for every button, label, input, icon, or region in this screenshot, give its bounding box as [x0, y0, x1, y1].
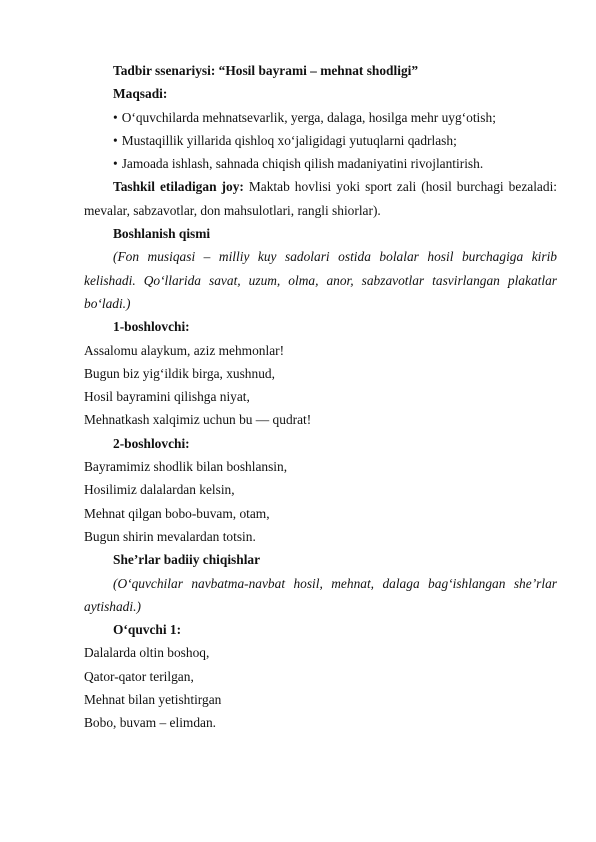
- venue-label: Tashkil etiladigan joy:: [113, 179, 244, 195]
- bullet-icon: •: [113, 132, 118, 148]
- verse-line: Mehnatkash xalqimiz uchun bu — qudrat!: [84, 412, 312, 428]
- venue-text: Maktab hovlisi yoki sport zali (hosil burchagi bezaladi: mevalar, sabzavotlar, don mahsulotlari, rangli shiorlar).: [84, 179, 558, 218]
- verse-line: Bayramimiz shodlik bilan boshlansin,: [84, 459, 288, 475]
- bullet-icon: •: [113, 156, 118, 172]
- poems-stage-note: (O‘quvchilar navbatma-navbat hosil, mehnat, dalaga bag‘ishlangan she’rlar aytishadi.): [84, 575, 557, 614]
- verse-line: Qator-qator terilgan,: [84, 668, 194, 684]
- verse-line: Bugun biz yig‘ildik birga, xushnud,: [84, 365, 275, 381]
- student1-label: O‘quvchi 1:: [113, 622, 182, 638]
- goal-text: O‘quvchilarda mehnatsevarlik, yerga, dalaga, hosilga mehr uyg‘otish;: [121, 109, 496, 125]
- verse-line: Assalomu alaykum, aziz mehmonlar!: [84, 342, 285, 358]
- verse-line: Hosilimiz dalalardan kelsin,: [84, 482, 235, 498]
- start-heading: Boshlanish qismi: [113, 226, 211, 242]
- goals-heading: Maqsadi:: [113, 86, 168, 102]
- host1-label: 1-boshlovchi:: [113, 319, 190, 335]
- goal-text: Jamoada ishlash, sahnada chiqish qilish madaniyatini rivojlantirish.: [121, 156, 484, 172]
- verse-line: Hosil bayramini qilishga niyat,: [84, 389, 250, 405]
- goal-item: [84, 152, 557, 175]
- goal-item: [84, 106, 557, 129]
- goal-text: Mustaqillik yillarida qishloq xo‘jaligidagi yutuqlarni qadrlash;: [121, 132, 457, 148]
- verse-line: Mehnat qilgan bobo-buvam, otam,: [84, 505, 270, 521]
- document-title: Tadbir ssenariysi: “Hosil bayrami – mehnat shodligi”: [113, 63, 419, 78]
- verse-line: Mehnat bilan yetishtirgan: [84, 692, 222, 708]
- poems-heading: She’rlar badiiy chiqishlar: [113, 552, 261, 568]
- start-stage-note: (Fon musiqasi – milliy kuy sadolari ostida bolalar hosil burchagiga kirib kelishadi. Qo‘llarida savat, uzum, olma, anor, sabzavotlar tasvirlangan plakatlar bo‘ladi.): [84, 249, 557, 311]
- host2-label: 2-boshlovchi:: [113, 435, 190, 451]
- verse-line: Dalalarda oltin boshoq,: [84, 645, 210, 661]
- goal-item: [84, 129, 557, 152]
- bullet-icon: •: [113, 109, 118, 125]
- verse-line: Bobo, buvam – elimdan.: [84, 715, 217, 731]
- verse-line: Bugun shirin mevalardan totsin.: [84, 528, 256, 544]
- document-page: [84, 59, 557, 735]
- venue-paragraph: [84, 175, 557, 222]
